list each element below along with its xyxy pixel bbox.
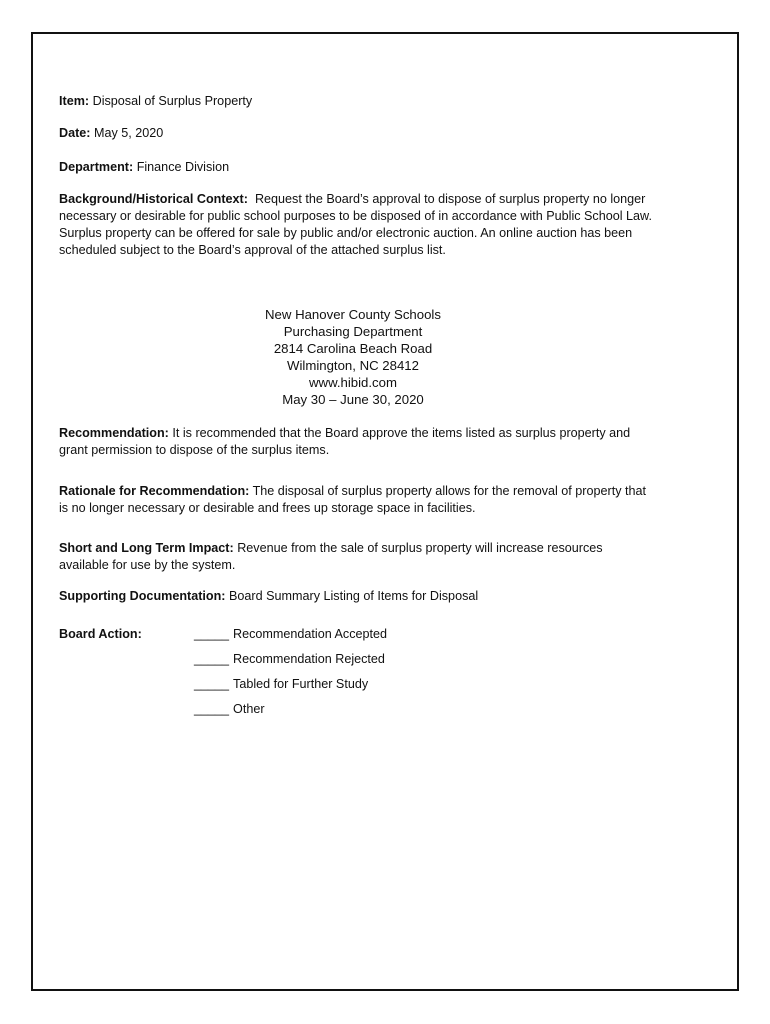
option-label: Tabled for Further Study — [233, 677, 369, 691]
item-label: Item: — [59, 94, 90, 108]
department-label: Department: — [59, 160, 134, 174]
date-label: Date: — [59, 126, 91, 140]
option-label: Recommendation Accepted — [233, 627, 388, 641]
item-field — [59, 93, 252, 110]
signature-blank: _____ — [194, 677, 230, 691]
background-field — [59, 191, 654, 259]
board-action-option-tabled — [194, 676, 387, 701]
board-action-label: Board Action: — [59, 627, 142, 641]
department-value: Finance Division — [136, 160, 230, 174]
recommendation-label: Recommendation: — [59, 426, 169, 440]
date-field — [59, 125, 163, 142]
address-line-city: Wilmington, NC 28412 — [287, 358, 419, 373]
department-field — [59, 159, 229, 176]
board-action-option-rejected — [194, 651, 387, 676]
option-label: Recommendation Rejected — [233, 652, 385, 666]
board-action-option-other — [194, 701, 387, 726]
impact-label: Short and Long Term Impact: — [59, 541, 234, 555]
address-line-street: 2814 Carolina Beach Road — [273, 341, 433, 356]
address-block — [59, 306, 647, 408]
recommendation-text: It is recommended that the Board approve the items listed as surplus property and grant permission to dispose of the surplus items. — [59, 426, 631, 457]
signature-blank: _____ — [194, 652, 230, 666]
option-label: Other — [233, 702, 265, 716]
impact-text: Revenue from the sale of surplus property will increase resources available for use by the system. — [59, 541, 603, 572]
rationale-text: The disposal of surplus property allows for the removal of property that is no longer necessary or desirable and frees up storage space in facilities. — [59, 484, 647, 515]
background-text: Request the Board’s approval to dispose of surplus property no longer necessary or desirable for public school purposes to be disposed of in accordance with Public School Law. Surplus property can be offered for sale by public and/or electronic auction. An online auction has been scheduled subject to the Board’s approval of the attached surplus list. — [59, 192, 652, 257]
recommendation-field — [59, 425, 654, 459]
board-action-option-accepted — [194, 626, 387, 651]
supporting-documentation-label: Supporting Documentation: — [59, 589, 226, 603]
date-value: May 5, 2020 — [94, 126, 164, 140]
address-line-department: Purchasing Department — [283, 324, 423, 339]
supporting-documentation-text: Board Summary Listing of Items for Disposal — [229, 589, 479, 603]
board-action-options — [194, 626, 387, 726]
signature-blank: _____ — [194, 702, 230, 716]
address-line-website: www.hibid.com — [309, 375, 397, 390]
item-value: Disposal of Surplus Property — [92, 94, 253, 108]
rationale-label: Rationale for Recommendation: — [59, 484, 250, 498]
background-label: Background/Historical Context: — [59, 192, 248, 206]
signature-blank: _____ — [194, 627, 230, 641]
address-line-organization: New Hanover County Schools — [265, 307, 441, 322]
address-line-dates: May 30 – June 30, 2020 — [282, 392, 424, 407]
impact-field — [59, 540, 654, 574]
supporting-documentation-field — [59, 588, 654, 605]
rationale-field — [59, 483, 654, 517]
